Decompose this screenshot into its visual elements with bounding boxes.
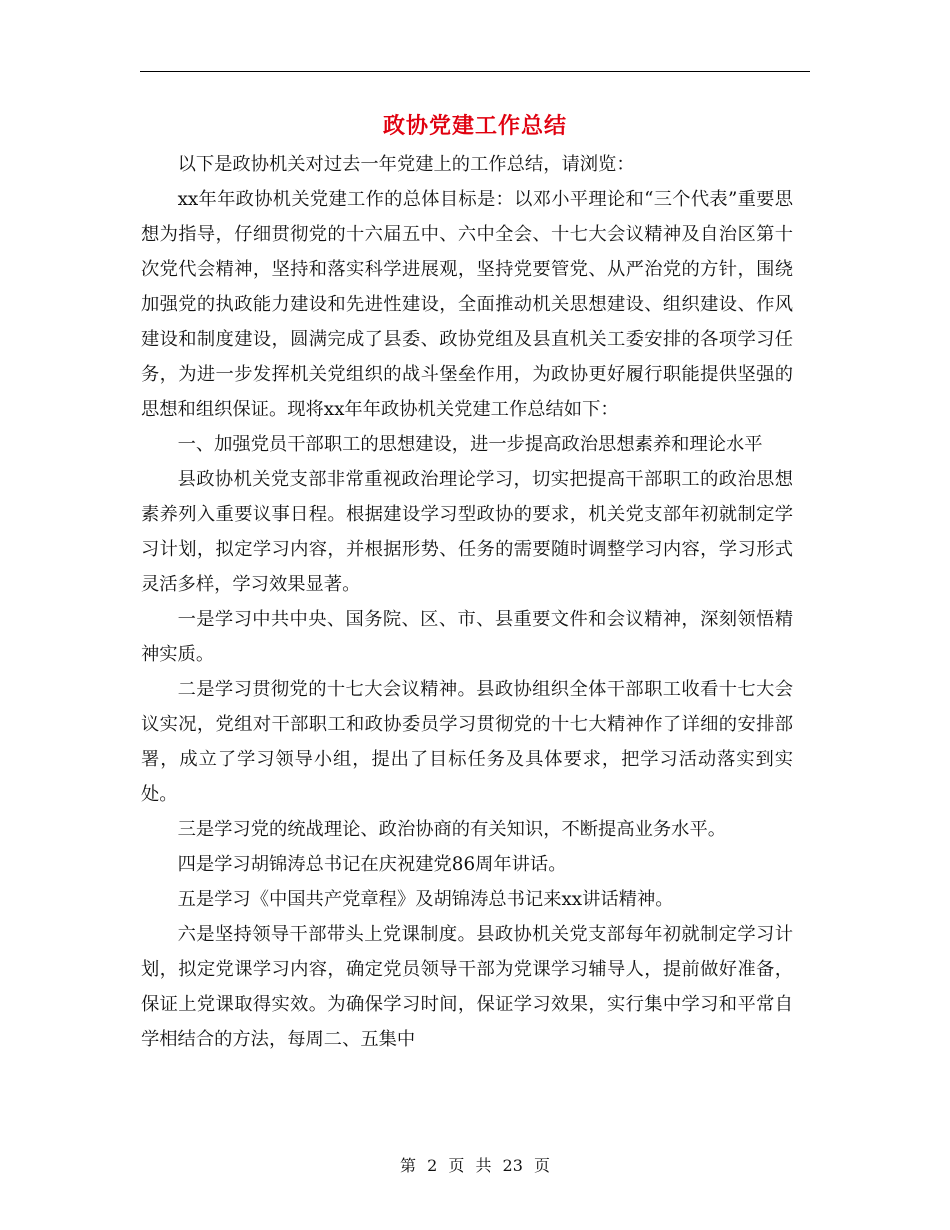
document-title: 政协党建工作总结	[382, 113, 567, 139]
paragraph-item-6: 六是坚持领导干部带头上党课制度。县政协机关党支部每年初就制定学习计划，拟定党课学习内容，确定党员领导干部为党课学习辅导人，提前做好准备，保证上党课取得实效。为确保学习时间，保证学习效果，实行集中学习和平常自学相结合的方法，每周二、五集中	[141, 924, 793, 1050]
page-number-footer: 第 2 页 共 23 页	[400, 1156, 550, 1175]
paragraph-item-2: 二是学习贯彻党的十七大会议精神。县政协组织全体干部职工收看十七大会议实况，党组对干部职工和政协委员学习贯彻党的十七大精神作了详细的安排部署，成立了学习领导小组，提出了目标任务及具体要求，把学习活动落实到实处。	[141, 679, 793, 805]
section-heading-1: 一、加强党员干部职工的思想建设，进一步提高政治思想素养和理论水平	[177, 434, 763, 455]
paragraph-overall-goal: xx年年政协机关党建工作的总体目标是：以邓小平理论和“三个代表”重要思想为指导，仔细贯彻党的十六届五中、六中全会、十七大会议精神及自治区第十次党代会精神，坚持和落实科学进展观，坚持党要管党、从严治党的方针，围绕加强党的执政能力建设和先进性建设，全面推动机关思想建设、组织建设、作风建设和制度建设，圆满完成了县委、政协党组及县直机关工委安排的各项学习任务，为进一步发挥机关党组织的战斗堡垒作用，为政协更好履行职能提供坚强的思想和组织保证。现将xx年年政协机关党建工作总结如下：	[141, 189, 793, 420]
paragraph-intro: 以下是政协机关对过去一年党建上的工作总结，请浏览：	[177, 154, 635, 175]
document-body	[141, 147, 793, 1057]
paragraph-item-5: 五是学习《中国共产党章程》及胡锦涛总书记来xx讲话精神。	[177, 889, 674, 910]
paragraph-theory-study: 县政协机关党支部非常重视政治理论学习，切实把提高干部职工的政治思想素养列入重要议事日程。根据建设学习型政协的要求，机关党支部年初就制定学习计划，拟定学习内容，并根据形势、任务的需要随时调整学习内容，学习形式灵活多样，学习效果显著。	[141, 469, 793, 595]
paragraph-item-4: 四是学习胡锦涛总书记在庆祝建党86周年讲话。	[177, 854, 567, 875]
paragraph-item-3: 三是学习党的统战理论、政治协商的有关知识，不断提高业务水平。	[177, 819, 727, 840]
header-rule	[140, 71, 810, 72]
paragraph-item-1: 一是学习中共中央、国务院、区、市、县重要文件和会议精神，深刻领悟精神实质。	[141, 609, 793, 665]
